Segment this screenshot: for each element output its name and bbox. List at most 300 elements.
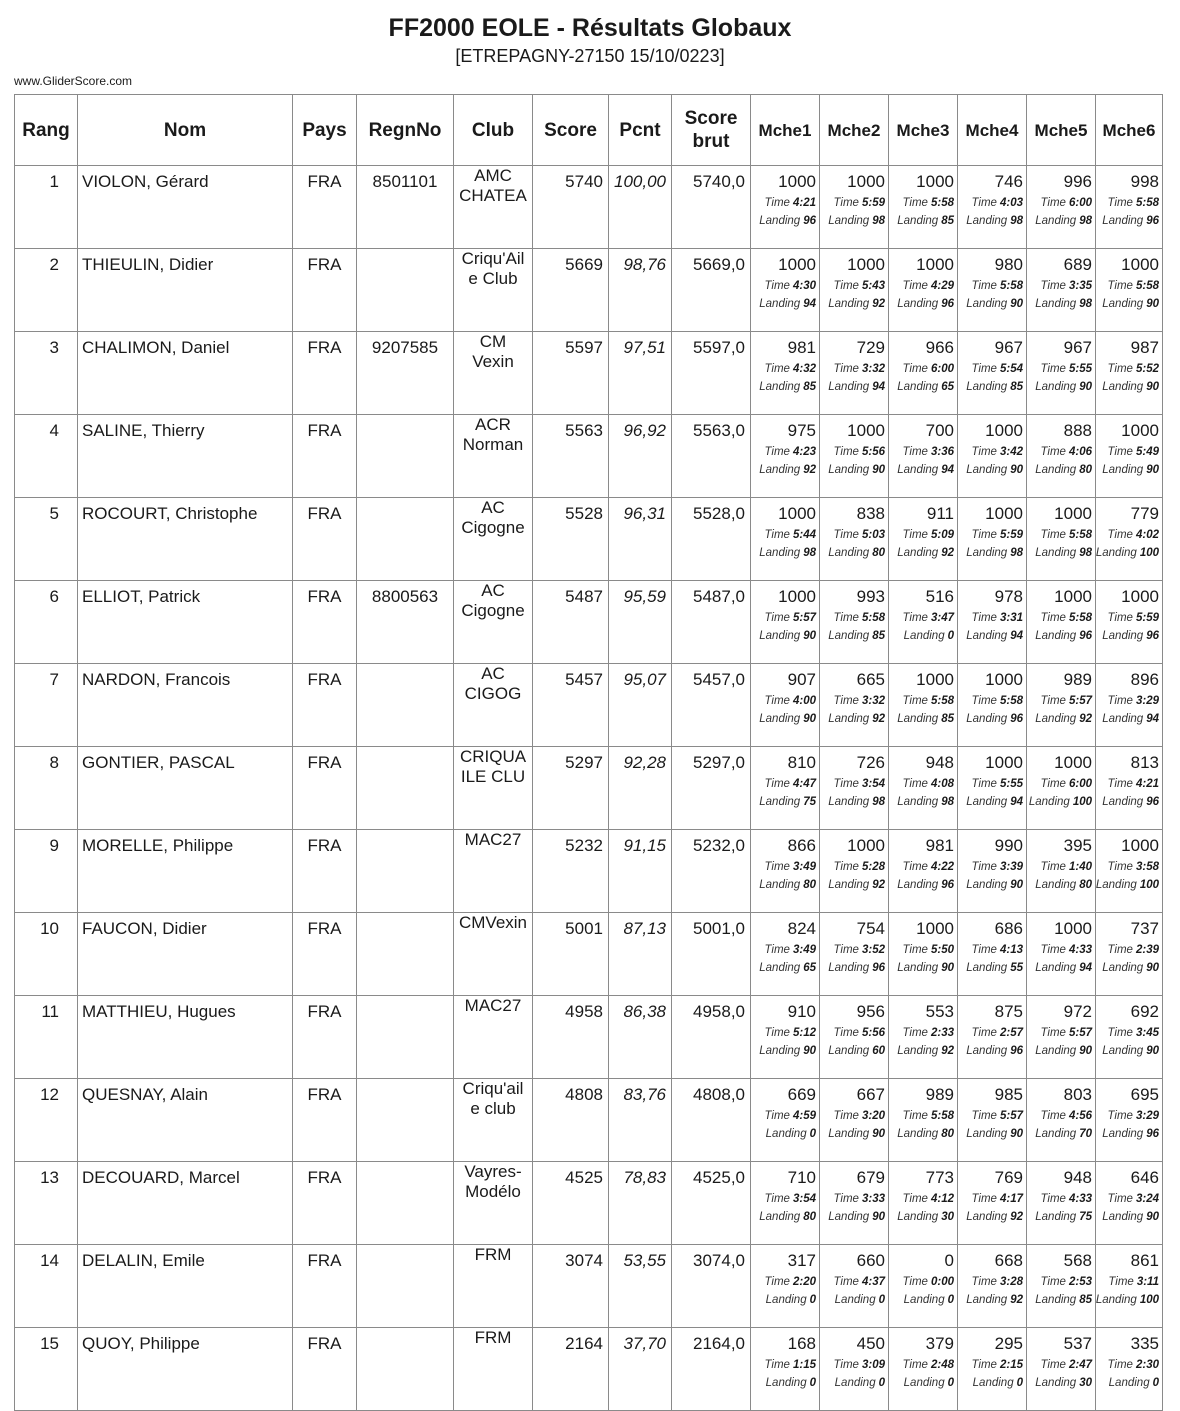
- landing-label: Landing: [1035, 547, 1077, 559]
- round-time-line: [1027, 526, 1095, 544]
- time-label: Time: [764, 529, 790, 541]
- round-time-line: [820, 692, 888, 710]
- round-time-line: [820, 609, 888, 627]
- round-score: 1000: [778, 172, 816, 191]
- round-time-line: [751, 1024, 819, 1042]
- round-landing: 98: [1010, 215, 1023, 227]
- round-cell: [958, 664, 1027, 747]
- round-time: 0:00: [930, 1276, 954, 1288]
- raw-score-cell: 5487,0: [672, 581, 751, 664]
- round-cell: [889, 1079, 958, 1162]
- round-cell: [751, 1245, 820, 1328]
- round-landing: 98: [1079, 298, 1092, 310]
- landing-label: Landing: [759, 713, 801, 725]
- landing-label: Landing: [897, 713, 939, 725]
- time-label: Time: [1108, 1276, 1134, 1288]
- round-cell: [820, 996, 889, 1079]
- country-cell: FRA: [293, 249, 357, 332]
- landing-label: Landing: [897, 1045, 939, 1057]
- rank-cell: 15: [15, 1328, 78, 1411]
- name-cell: GONTIER, PASCAL: [78, 747, 293, 830]
- landing-label: Landing: [828, 1211, 870, 1223]
- round-landing-line: [751, 378, 819, 396]
- round-time: 3:49: [792, 861, 816, 873]
- round-landing: 96: [1079, 630, 1092, 642]
- club-cell: [454, 332, 533, 415]
- round-cell: [1027, 1162, 1096, 1245]
- landing-label: Landing: [828, 1128, 870, 1140]
- round-landing-line: [1027, 793, 1095, 811]
- round-time: 4:22: [930, 861, 954, 873]
- round-time: 5:28: [861, 861, 885, 873]
- time-label: Time: [902, 695, 928, 707]
- round-time-line: [1096, 692, 1162, 710]
- country-cell: FRA: [293, 747, 357, 830]
- round-time-line: [1096, 775, 1162, 793]
- round-score: 668: [994, 1251, 1023, 1270]
- round-time: 4:00: [792, 695, 816, 707]
- round-landing-line: [820, 876, 888, 894]
- round-time-line: [751, 194, 819, 212]
- round-time-line: [958, 775, 1026, 793]
- landing-label: Landing: [759, 962, 801, 974]
- round-landing-line: [820, 295, 888, 313]
- regn-cell: [357, 664, 454, 747]
- round-score: 996: [1063, 172, 1092, 191]
- round-time-line: [889, 775, 957, 793]
- round-time-line: [1096, 609, 1162, 627]
- round-time-line: [1096, 1273, 1162, 1291]
- round-cell: [1096, 166, 1163, 249]
- club-cell: [454, 1079, 533, 1162]
- round-time: 2:53: [1068, 1276, 1092, 1288]
- round-cell: [958, 332, 1027, 415]
- round-time-line: [751, 526, 819, 544]
- landing-label: Landing: [966, 796, 1008, 808]
- time-label: Time: [971, 612, 997, 624]
- round-landing: 0: [1152, 1377, 1159, 1389]
- round-time-line: [751, 692, 819, 710]
- round-landing: 80: [872, 547, 885, 559]
- landing-label: Landing: [759, 1211, 801, 1223]
- round-score: 0: [944, 1251, 954, 1270]
- time-label: Time: [1040, 1110, 1066, 1122]
- round-score: 779: [1130, 504, 1159, 523]
- round-landing: 98: [1079, 547, 1092, 559]
- round-time-line: [751, 775, 819, 793]
- round-score: 948: [1063, 1168, 1092, 1187]
- round-cell: [820, 415, 889, 498]
- landing-label: Landing: [897, 962, 939, 974]
- round-landing: 90: [803, 1045, 816, 1057]
- round-landing-line: [820, 378, 888, 396]
- round-landing: 0: [809, 1377, 816, 1389]
- round-landing-line: [1027, 295, 1095, 313]
- round-time: 5:58: [999, 695, 1023, 707]
- round-time-line: [1096, 1190, 1162, 1208]
- time-label: Time: [902, 1193, 928, 1205]
- round-cell: [1096, 415, 1163, 498]
- time-label: Time: [971, 1193, 997, 1205]
- landing-label: Landing: [897, 796, 939, 808]
- round-time: 3:39: [999, 861, 1023, 873]
- round-landing: 85: [941, 215, 954, 227]
- round-landing: 85: [803, 381, 816, 393]
- round-cell: [889, 996, 958, 1079]
- round-score: 553: [925, 1002, 954, 1021]
- col-header-mche3: Mche3: [889, 95, 958, 166]
- round-time: 5:57: [999, 1110, 1023, 1122]
- round-cell: [820, 913, 889, 996]
- round-score: 956: [856, 1002, 885, 1021]
- round-landing-line: [751, 295, 819, 313]
- time-label: Time: [1040, 529, 1066, 541]
- round-time-line: [889, 526, 957, 544]
- round-time: 5:56: [861, 446, 885, 458]
- round-landing: 94: [1146, 713, 1159, 725]
- round-time-line: [958, 692, 1026, 710]
- table-row: [15, 415, 1163, 498]
- round-cell: [1027, 498, 1096, 581]
- round-landing-line: [1027, 959, 1095, 977]
- round-cell: [1027, 830, 1096, 913]
- club-cell: [454, 830, 533, 913]
- round-cell: [1096, 1245, 1163, 1328]
- round-time: 5:55: [999, 778, 1023, 790]
- col-header-pays: Pays: [293, 95, 357, 166]
- round-landing-line: [1027, 627, 1095, 645]
- round-cell: [751, 1079, 820, 1162]
- time-label: Time: [971, 778, 997, 790]
- round-cell: [889, 1328, 958, 1411]
- results-body: [15, 166, 1163, 1411]
- club-line2: Vexin: [472, 352, 514, 371]
- round-score: 907: [787, 670, 816, 689]
- round-landing: 90: [1010, 464, 1023, 476]
- round-time-line: [1027, 1356, 1095, 1374]
- round-landing-line: [820, 710, 888, 728]
- round-score: 1000: [778, 255, 816, 274]
- round-time: 2:20: [792, 1276, 816, 1288]
- regn-cell: [357, 1162, 454, 1245]
- time-label: Time: [764, 778, 790, 790]
- round-landing-line: [751, 793, 819, 811]
- round-landing-line: [820, 1291, 888, 1309]
- landing-label: Landing: [759, 298, 801, 310]
- round-landing-line: [751, 461, 819, 479]
- country-cell: FRA: [293, 166, 357, 249]
- round-time-line: [751, 858, 819, 876]
- round-landing: 90: [1146, 1211, 1159, 1223]
- round-cell: [820, 664, 889, 747]
- round-time-line: [1096, 1024, 1162, 1042]
- round-landing-line: [820, 212, 888, 230]
- landing-label: Landing: [897, 381, 939, 393]
- round-time-line: [889, 194, 957, 212]
- time-label: Time: [764, 944, 790, 956]
- round-landing: 96: [872, 962, 885, 974]
- round-score: 989: [1063, 670, 1092, 689]
- landing-label: Landing: [1095, 1294, 1137, 1306]
- round-score: 1000: [847, 255, 885, 274]
- landing-label: Landing: [828, 713, 870, 725]
- time-label: Time: [1107, 1359, 1133, 1371]
- round-time-line: [889, 360, 957, 378]
- round-landing: 0: [809, 1294, 816, 1306]
- name-cell: ROCOURT, Christophe: [78, 498, 293, 581]
- round-cell: [889, 664, 958, 747]
- round-score: 729: [856, 338, 885, 357]
- regn-cell: [357, 1245, 454, 1328]
- landing-label: Landing: [1035, 215, 1077, 227]
- name-cell: NARDON, Francois: [78, 664, 293, 747]
- landing-label: Landing: [897, 1211, 939, 1223]
- round-score: 1000: [1121, 587, 1159, 606]
- round-cell: [1096, 664, 1163, 747]
- round-landing-line: [1096, 1291, 1162, 1309]
- score-cell: 4958: [533, 996, 609, 1079]
- time-label: Time: [764, 861, 790, 873]
- round-cell: [1027, 1245, 1096, 1328]
- round-landing: 92: [872, 713, 885, 725]
- club-line1: FRM: [474, 1245, 512, 1264]
- page-title: FF2000 EOLE - Résultats Globaux: [388, 14, 792, 42]
- landing-label: Landing: [1035, 1294, 1077, 1306]
- round-time-line: [1027, 443, 1095, 461]
- round-cell: [1096, 1328, 1163, 1411]
- percent-cell: 96,31: [609, 498, 672, 581]
- landing-label: Landing: [897, 1128, 939, 1140]
- round-landing-line: [1027, 1208, 1095, 1226]
- landing-label: Landing: [897, 879, 939, 891]
- round-time: 3:58: [1135, 861, 1159, 873]
- round-landing: 96: [1010, 713, 1023, 725]
- landing-label: Landing: [765, 1294, 807, 1306]
- round-landing: 90: [1079, 381, 1092, 393]
- score-cell: 5669: [533, 249, 609, 332]
- round-time-line: [1096, 194, 1162, 212]
- time-label: Time: [971, 1359, 997, 1371]
- round-score: 966: [925, 338, 954, 357]
- time-label: Time: [833, 280, 859, 292]
- round-landing: 98: [1079, 215, 1092, 227]
- country-cell: FRA: [293, 1328, 357, 1411]
- round-time-line: [1096, 443, 1162, 461]
- round-landing: 92: [1010, 1294, 1023, 1306]
- round-time: 5:58: [930, 1110, 954, 1122]
- round-score: 981: [925, 836, 954, 855]
- country-cell: FRA: [293, 1079, 357, 1162]
- round-time-line: [1096, 858, 1162, 876]
- round-time: 3:54: [861, 778, 885, 790]
- landing-label: Landing: [759, 215, 801, 227]
- round-time-line: [1027, 1107, 1095, 1125]
- round-score: 967: [1063, 338, 1092, 357]
- round-landing-line: [889, 1208, 957, 1226]
- round-landing: 90: [1146, 381, 1159, 393]
- landing-label: Landing: [1035, 464, 1077, 476]
- round-time: 4:59: [792, 1110, 816, 1122]
- name-cell: DECOUARD, Marcel: [78, 1162, 293, 1245]
- round-cell: [1027, 996, 1096, 1079]
- round-landing-line: [820, 1042, 888, 1060]
- table-row: [15, 1162, 1163, 1245]
- landing-label: Landing: [828, 879, 870, 891]
- round-landing-line: [820, 461, 888, 479]
- regn-cell: [357, 249, 454, 332]
- raw-score-cell: 5528,0: [672, 498, 751, 581]
- landing-label: Landing: [903, 1377, 945, 1389]
- landing-label: Landing: [966, 381, 1008, 393]
- rank-cell: 1: [15, 166, 78, 249]
- rank-cell: 9: [15, 830, 78, 913]
- round-landing-line: [958, 461, 1026, 479]
- regn-cell: 8501101: [357, 166, 454, 249]
- round-time-line: [1096, 526, 1162, 544]
- raw-score-cell: 5563,0: [672, 415, 751, 498]
- round-time: 2:30: [1135, 1359, 1159, 1371]
- round-landing: 96: [1146, 630, 1159, 642]
- time-label: Time: [764, 612, 790, 624]
- round-time-line: [958, 194, 1026, 212]
- round-landing: 100: [1139, 879, 1159, 891]
- time-label: Time: [902, 1110, 928, 1122]
- round-time-line: [820, 941, 888, 959]
- round-time-line: [889, 443, 957, 461]
- round-cell: [889, 1162, 958, 1245]
- round-time: 5:59: [861, 197, 885, 209]
- name-cell: QUESNAY, Alain: [78, 1079, 293, 1162]
- landing-label: Landing: [1102, 713, 1144, 725]
- country-cell: FRA: [293, 664, 357, 747]
- round-cell: [889, 581, 958, 664]
- col-header-score-brut-line2: brut: [692, 131, 730, 152]
- percent-cell: 37,70: [609, 1328, 672, 1411]
- round-landing: 94: [803, 298, 816, 310]
- round-score: 537: [1063, 1334, 1092, 1353]
- round-cell: [889, 1245, 958, 1328]
- round-landing-line: [1096, 627, 1162, 645]
- round-score: 667: [856, 1085, 885, 1104]
- club-line2: CHATEA: [459, 186, 527, 205]
- round-landing: 90: [1010, 879, 1023, 891]
- round-time-line: [889, 858, 957, 876]
- round-cell: [958, 1162, 1027, 1245]
- round-score: 967: [994, 338, 1023, 357]
- regn-cell: [357, 830, 454, 913]
- landing-label: Landing: [828, 1045, 870, 1057]
- score-cell: 4525: [533, 1162, 609, 1245]
- name-cell: SALINE, Thierry: [78, 415, 293, 498]
- round-cell: [1027, 913, 1096, 996]
- round-cell: [889, 332, 958, 415]
- round-score: 1000: [985, 670, 1023, 689]
- round-landing: 98: [803, 547, 816, 559]
- round-cell: [958, 249, 1027, 332]
- round-landing: 92: [941, 1045, 954, 1057]
- round-time-line: [1027, 1273, 1095, 1291]
- round-cell: [1096, 249, 1163, 332]
- time-label: Time: [1107, 612, 1133, 624]
- round-score: 1000: [1054, 753, 1092, 772]
- round-time: 5:50: [930, 944, 954, 956]
- round-landing-line: [1096, 959, 1162, 977]
- time-label: Time: [833, 1027, 859, 1039]
- round-score: 1000: [916, 255, 954, 274]
- round-cell: [1096, 830, 1163, 913]
- round-landing: 94: [1010, 796, 1023, 808]
- round-cell: [889, 830, 958, 913]
- round-landing-line: [1096, 710, 1162, 728]
- round-landing: 96: [1146, 796, 1159, 808]
- regn-cell: [357, 747, 454, 830]
- round-cell: [1096, 332, 1163, 415]
- round-score: 861: [1130, 1251, 1159, 1270]
- round-score: 1000: [985, 421, 1023, 440]
- site-credit: www.GliderScore.com: [14, 74, 133, 88]
- round-landing-line: [820, 959, 888, 977]
- club-cell: [454, 1328, 533, 1411]
- round-landing: 96: [1010, 1045, 1023, 1057]
- round-time: 3:09: [861, 1359, 885, 1371]
- round-landing-line: [820, 1374, 888, 1392]
- round-time-line: [889, 1107, 957, 1125]
- landing-label: Landing: [1035, 630, 1077, 642]
- time-label: Time: [971, 529, 997, 541]
- round-time-line: [820, 1273, 888, 1291]
- round-time: 2:33: [930, 1027, 954, 1039]
- time-label: Time: [1040, 695, 1066, 707]
- score-cell: 5487: [533, 581, 609, 664]
- time-label: Time: [902, 280, 928, 292]
- round-landing-line: [1096, 295, 1162, 313]
- round-landing: 100: [1139, 1294, 1159, 1306]
- round-landing: 96: [1146, 215, 1159, 227]
- round-time-line: [1027, 1024, 1095, 1042]
- landing-label: Landing: [1102, 1211, 1144, 1223]
- round-score: 810: [787, 753, 816, 772]
- round-landing: 92: [941, 547, 954, 559]
- round-score: 737: [1130, 919, 1159, 938]
- regn-cell: [357, 996, 454, 1079]
- time-label: Time: [1040, 944, 1066, 956]
- round-time-line: [751, 1107, 819, 1125]
- round-time: 5:58: [930, 695, 954, 707]
- round-landing: 30: [941, 1211, 954, 1223]
- round-time: 3:11: [1136, 1276, 1159, 1288]
- score-cell: 5563: [533, 415, 609, 498]
- time-label: Time: [1040, 1276, 1066, 1288]
- time-label: Time: [902, 778, 928, 790]
- time-label: Time: [971, 1110, 997, 1122]
- round-score: 700: [925, 421, 954, 440]
- round-time-line: [1096, 360, 1162, 378]
- round-score: 1000: [847, 421, 885, 440]
- club-line2: ILE CLU: [460, 767, 526, 786]
- rank-cell: 12: [15, 1079, 78, 1162]
- round-time: 3:52: [861, 944, 885, 956]
- round-score: 695: [1130, 1085, 1159, 1104]
- landing-label: Landing: [1035, 879, 1077, 891]
- round-landing-line: [1096, 1125, 1162, 1143]
- round-landing: 90: [941, 962, 954, 974]
- round-landing: 92: [872, 298, 885, 310]
- round-landing-line: [1027, 461, 1095, 479]
- landing-label: Landing: [759, 1045, 801, 1057]
- time-label: Time: [833, 695, 859, 707]
- round-landing: 90: [872, 1211, 885, 1223]
- col-header-mche6: Mche6: [1096, 95, 1163, 166]
